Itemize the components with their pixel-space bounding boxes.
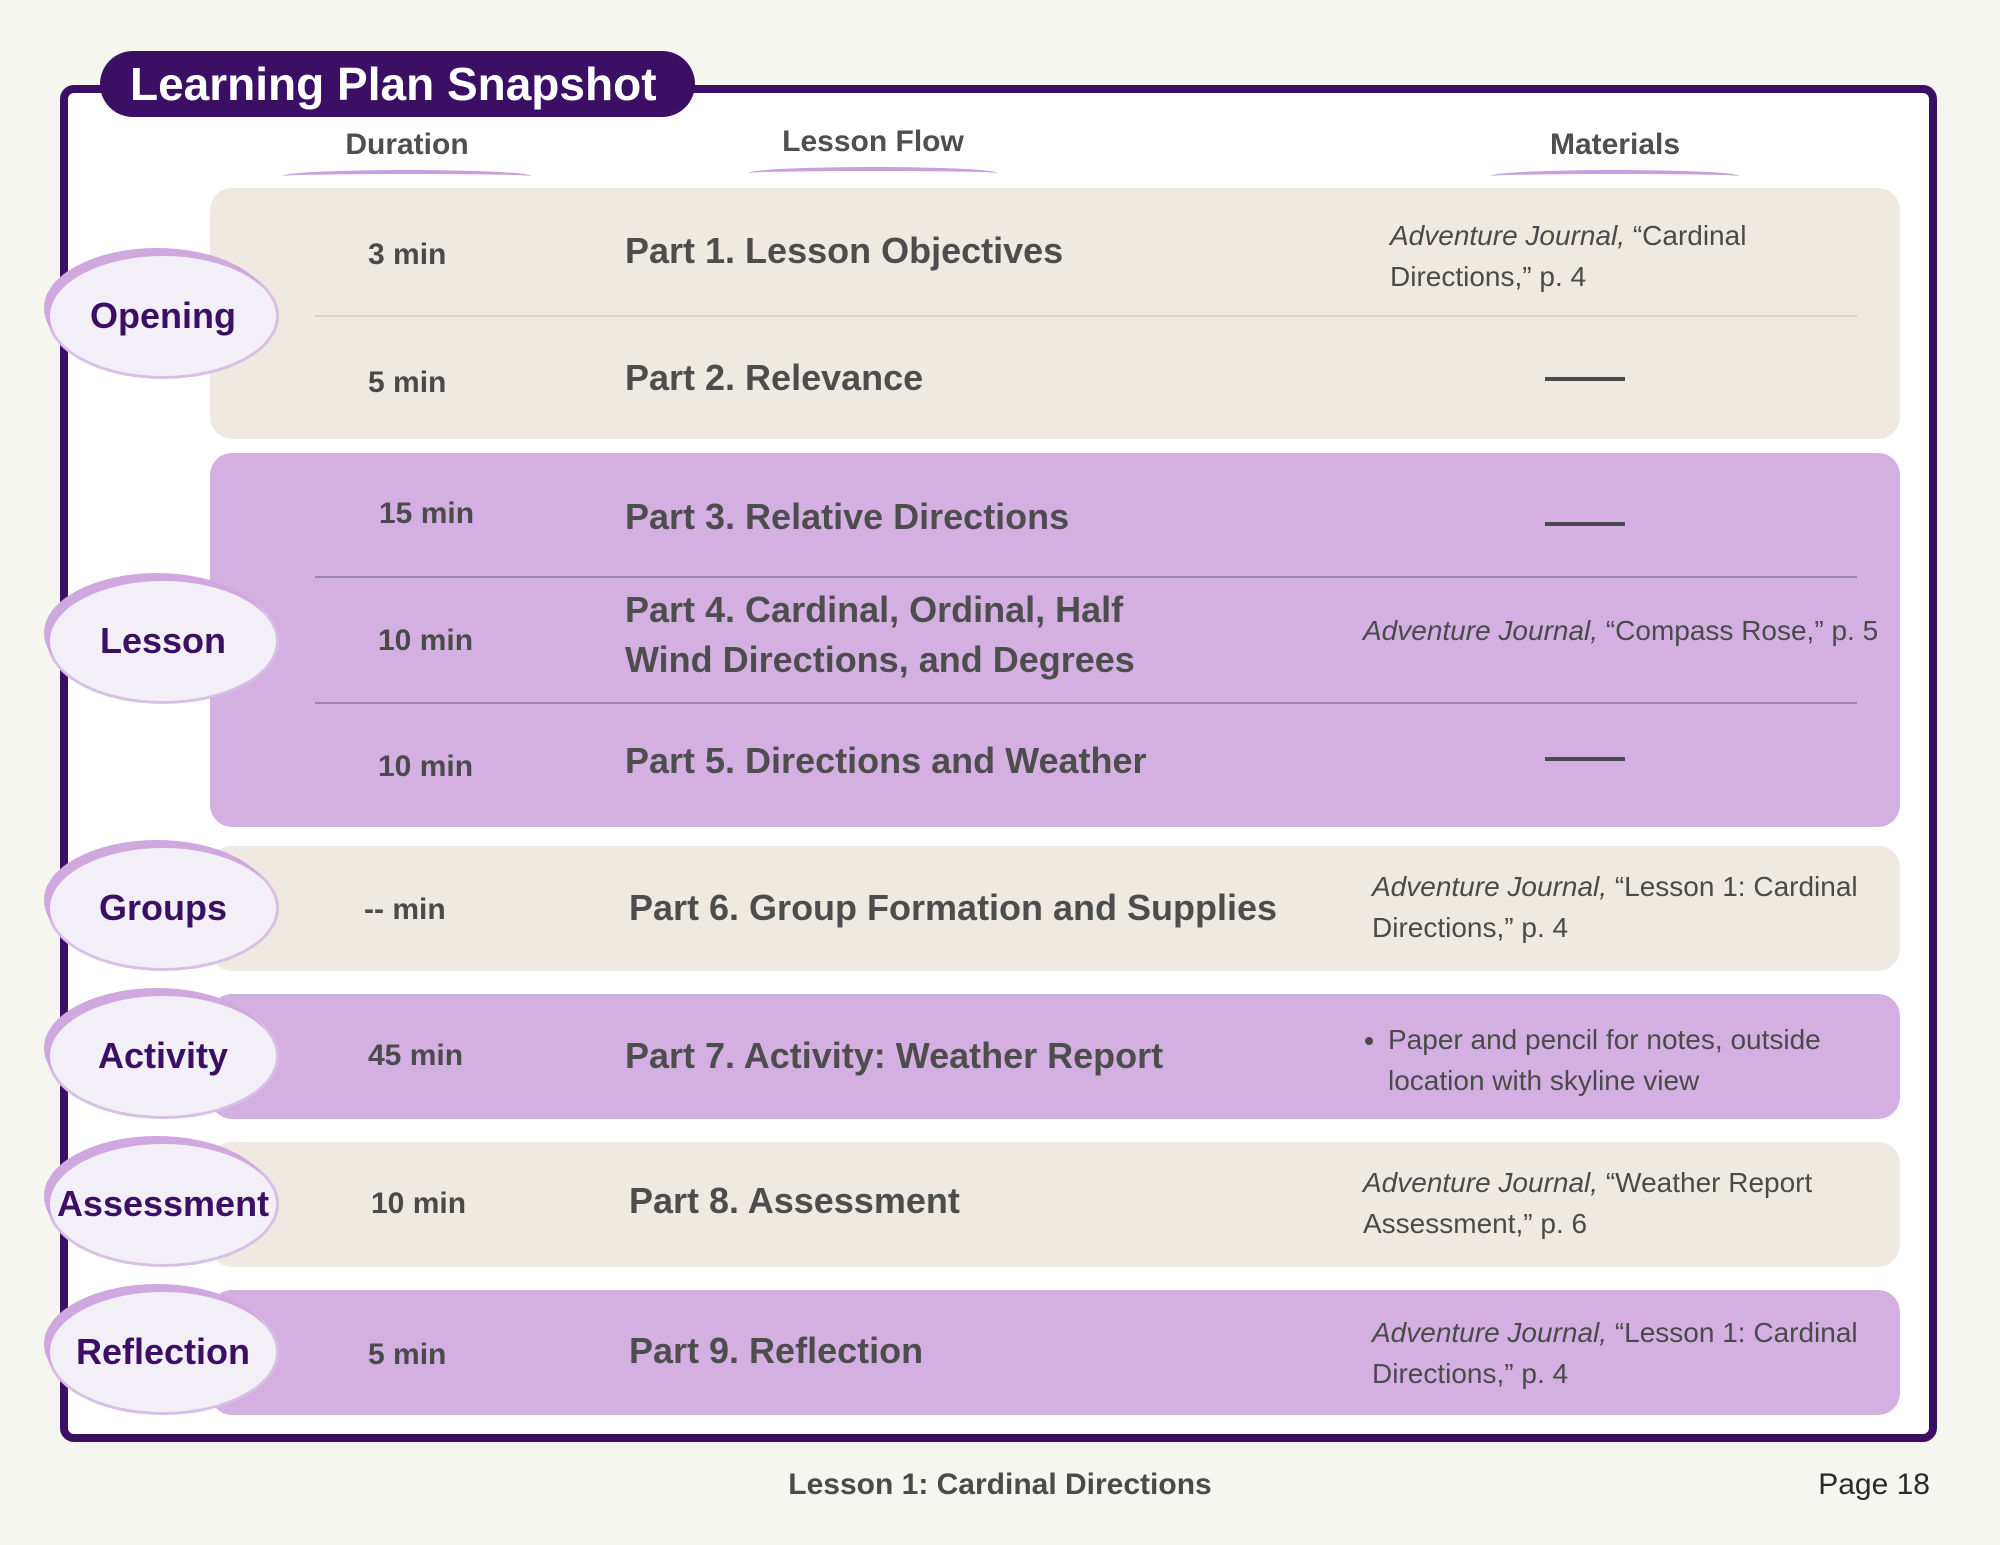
row-6-flow: Part 6. Group Formation and Supplies	[629, 887, 1278, 928]
row-8-duration: 10 min	[371, 1187, 467, 1220]
row-9-duration: 5 min	[368, 1338, 447, 1371]
row-divider	[315, 576, 1857, 578]
row-7-duration: 45 min	[368, 1039, 464, 1072]
row-1-duration: 3 min	[368, 238, 447, 271]
row-5-flow: Part 5. Directions and Weather	[625, 740, 1147, 781]
section-activity-label: Activity	[97, 1035, 229, 1076]
section-reflection-label: Reflection	[75, 1331, 251, 1372]
material-text: “Lesson 1: Cardinal Directions,” p. 4	[1372, 871, 1858, 943]
page-number: Page 18	[1818, 1468, 1930, 1501]
journal-title: Adventure Journal,	[1372, 1317, 1608, 1348]
section-opening	[50, 256, 276, 376]
no-materials-dash	[1545, 757, 1625, 761]
section-activity	[50, 996, 276, 1116]
materials-header	[1485, 128, 1745, 162]
row-divider	[315, 702, 1857, 704]
row-4-flow-line-2: Wind Directions, and Degrees	[625, 639, 1135, 680]
row-7-materials	[1358, 1019, 1898, 1101]
material-text: “Cardinal Directions,” p. 4	[1390, 220, 1747, 292]
section-groups	[50, 848, 276, 968]
no-materials-dash	[1545, 522, 1625, 526]
footer-lesson-title: Lesson 1: Cardinal Directions	[788, 1468, 1212, 1501]
section-opening-label: Opening	[90, 295, 236, 336]
section-assessment-label: Assessment	[56, 1183, 270, 1224]
journal-title: Adventure Journal,	[1363, 615, 1599, 646]
journal-title: Adventure Journal,	[1390, 220, 1626, 251]
section-reflection	[50, 1292, 276, 1412]
row-4-flow	[625, 585, 1135, 685]
row-4-flow-line-1: Part 4. Cardinal, Ordinal, Half	[625, 589, 1124, 630]
materials-bullet-list	[1358, 1019, 1898, 1101]
row-6-duration: -- min	[364, 893, 446, 926]
row-9-flow: Part 9. Reflection	[629, 1330, 924, 1371]
row-1-flow: Part 1. Lesson Objectives	[625, 230, 1064, 271]
duration-header	[277, 128, 537, 162]
duration-header-label: Duration	[345, 128, 469, 161]
page-title: Learning Plan Snapshot	[100, 51, 695, 117]
lesson-flow-header-label: Lesson Flow	[782, 125, 964, 158]
lesson-flow-header-underline	[749, 167, 997, 179]
section-lesson-label: Lesson	[99, 620, 227, 661]
row-9-materials	[1372, 1312, 1892, 1394]
row-3-duration: 15 min	[379, 497, 475, 530]
duration-header-underline	[283, 170, 531, 182]
materials-header-label: Materials	[1549, 128, 1681, 161]
row-2-flow: Part 2. Relevance	[625, 357, 924, 398]
section-lesson	[50, 581, 276, 701]
section-groups-label: Groups	[98, 887, 227, 928]
row-4-materials	[1363, 610, 1923, 651]
materials-bullet-item: • Paper and pencil for notes, outside location with skyline view	[1388, 1019, 1898, 1101]
row-8-flow: Part 8. Assessment	[629, 1180, 960, 1221]
row-7-flow: Part 7. Activity: Weather Report	[625, 1035, 1164, 1076]
material-text: “Lesson 1: Cardinal Directions,” p. 4	[1372, 1317, 1858, 1389]
section-assessment	[50, 1144, 276, 1264]
row-4-duration: 10 min	[378, 624, 474, 657]
row-8-materials	[1363, 1162, 1863, 1244]
journal-title: Adventure Journal,	[1363, 1167, 1599, 1198]
material-text: “Weather Report Assessment,” p. 6	[1363, 1167, 1813, 1239]
row-3-flow: Part 3. Relative Directions	[625, 496, 1070, 537]
material-text: “Compass Rose,” p. 5	[1598, 615, 1879, 646]
no-materials-dash	[1545, 377, 1625, 381]
journal-title: Adventure Journal,	[1372, 871, 1608, 902]
row-2-duration: 5 min	[368, 366, 447, 399]
row-1-materials	[1390, 215, 1890, 297]
row-divider	[315, 315, 1857, 317]
row-5-duration: 10 min	[378, 750, 474, 783]
row-6-materials	[1372, 866, 1892, 948]
materials-header-underline	[1491, 170, 1739, 182]
lesson-flow-header	[743, 125, 1003, 159]
